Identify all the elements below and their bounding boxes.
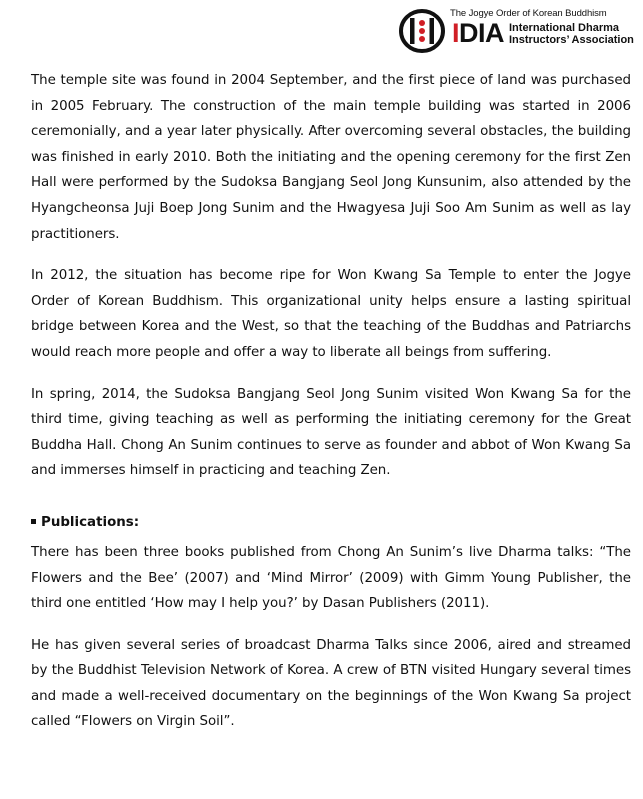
logo-organization-text: The Jogye Order of Korean Buddhism — [450, 8, 607, 19]
logo-subtitle-line2: Instructors’ Association — [509, 34, 634, 46]
paragraph-books: There has been three books published from Chong An Sunim’s live Dharma talks: “The Flowers and the Bee’ (2007) and ‘Mind Mirror’ (2009) with Gimm Young Publisher, the third one entitled ‘How may I help you?’ by Dasan Publishers (2011). — [31, 544, 631, 612]
square-bullet-icon — [31, 519, 36, 524]
logo-wordmark — [452, 19, 504, 47]
document-body — [31, 68, 631, 735]
publications-heading-text: Publications: — [41, 514, 140, 530]
logo-subtitle-line1: International Dharma — [509, 22, 620, 34]
paragraph-spring-2014: In spring, 2014, the Sudoksa Bangjang Seol Jong Sunim visited Won Kwang Sa for the third time, giving teaching as well as performing the initiating ceremony for the Great Buddha Hall. Chong An Sunim continues to serve as founder and abbot of Won Kwang Sa and immerses himself in practicing and teaching Zen. — [31, 386, 631, 479]
logo-wordmark-initial: I — [452, 18, 460, 48]
paragraph-broadcasts: He has given several series of broadcast Dharma Talks since 2006, aired and streamed by the Buddhist Television Network of Korea. A crew of BTN visited Hungary several times and made a well-received documentary on the beginnings of the Won Kwang Sa project called “Flowers on Virgin Soil”. — [31, 637, 631, 730]
paragraph-temple-site: The temple site was found in 2004 September, and the first piece of land was purchased in 2005 February. The construction of the main temple building was started in 2006 ceremonially, and a year later physically. After overcoming several obstacles, the building was finished in early 2010. Both the initiating and the opening ceremony for the first Zen Hall were performed by the Sudoksa Bangjang Seol Jong Kunsunim, also attended by the Hyangcheonsa Juji Boep Jong Sunim and the Hwagyesa Juji Soo Am Sunim as well as lay practitioners. — [31, 73, 631, 242]
logo-wordmark-rest: DIA — [459, 18, 505, 48]
header-logo — [399, 8, 634, 54]
publications-heading — [31, 512, 631, 534]
idia-logo-icon — [399, 9, 445, 53]
paragraph-jogye-order: In 2012, the situation has become ripe for Won Kwang Sa Temple to enter the Jogye Order of Korean Buddhism. This organizational unity helps ensure a lasting spiritual bridge between Korea and the West, so that the teaching of the Buddhas and Patriarchs would reach more people and offer a way to liberate all beings from suffering. — [31, 268, 631, 360]
